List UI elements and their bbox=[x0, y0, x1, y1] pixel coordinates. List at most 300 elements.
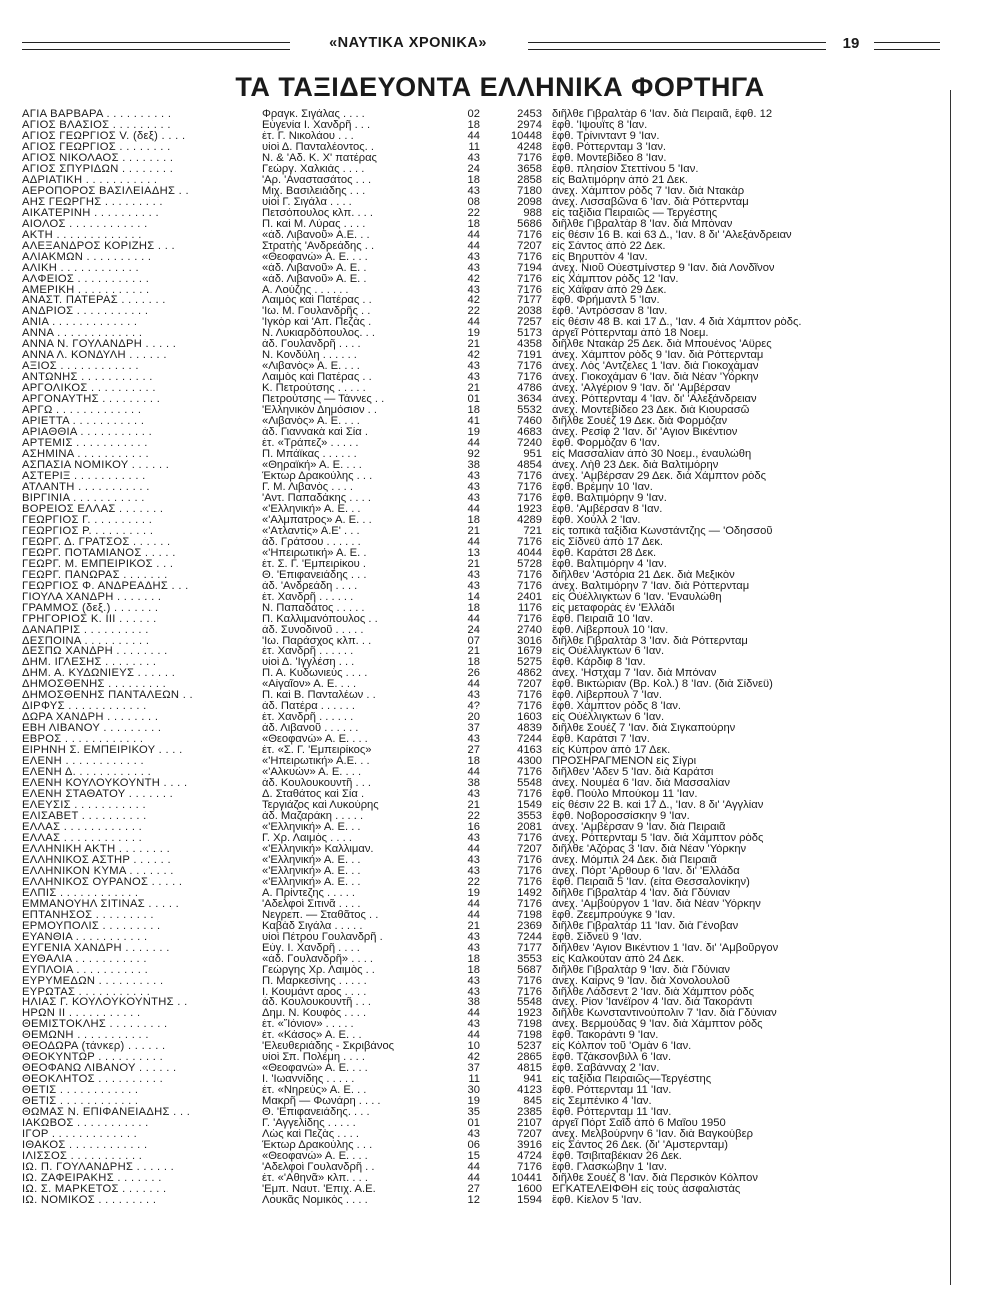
position-status: ἀνεχ. 'Αλγέριον 9 'Ιαν. δι' 'Αμβέρσαν bbox=[552, 383, 731, 395]
ship-name: ΕΛΕΝΗ Δ. . . . . . . . . . . . bbox=[22, 767, 152, 779]
ship-row bbox=[22, 230, 942, 241]
year-code: 43 bbox=[467, 690, 480, 702]
ship-row bbox=[22, 328, 942, 339]
owner-name: «ἀδ. Λιβανοῦ» Α.Ε. . . bbox=[262, 229, 370, 241]
tonnage: 7257 bbox=[517, 317, 542, 329]
ship-name: ΑΓΙΟΣ ΣΠΥΡΙΔΩΝ . . . . . . . . bbox=[22, 163, 174, 175]
tonnage: 1492 bbox=[517, 887, 542, 899]
year-code: 30 bbox=[467, 1085, 480, 1097]
position-status: ἀνεχ. Ρεσίφ 2 'Ιαν. δι' 'Αγιον Βικέντιον bbox=[552, 427, 738, 439]
header-rule-left bbox=[22, 42, 290, 50]
year-code: 43 bbox=[467, 185, 480, 197]
year-code: 43 bbox=[467, 372, 480, 384]
owner-name: Έκτωρ Δρακούλης . . . bbox=[262, 1140, 373, 1152]
ship-row bbox=[22, 164, 942, 175]
owner-name: υἱοὶ Σπ. Πολέμη . . . . bbox=[262, 1052, 365, 1064]
tonnage: 7176 bbox=[517, 361, 542, 373]
tonnage: 1923 bbox=[517, 503, 542, 515]
owner-name: «ἀδ. Γουλανδρῆ» . . . . bbox=[262, 953, 374, 965]
ship-row bbox=[22, 339, 942, 350]
tonnage: 1603 bbox=[517, 712, 542, 724]
position-status: ἔφθ. Ρόττερνταμ 3 'Ιαν. bbox=[552, 141, 667, 153]
owner-name: «ἀδ. Λιβανοῦ» Α. Ε. . bbox=[262, 262, 367, 274]
ship-name: ΓΕΩΡΓ. ΠΑΝΩΡΑΣ . . . . . . . bbox=[22, 569, 168, 581]
tonnage: 2385 bbox=[517, 1107, 542, 1119]
ship-name: ΑΛΕΞΑΝΔΡΟΣ ΚΟΡΙΖΗΣ . . . bbox=[22, 240, 175, 252]
position-status: εἰς Βηρυττὸν 4 'Ιαν. bbox=[552, 251, 648, 263]
year-code: 18 bbox=[467, 174, 480, 186]
tonnage: 2740 bbox=[517, 624, 542, 636]
ship-row bbox=[22, 745, 942, 756]
year-code: 07 bbox=[467, 635, 480, 647]
year-code: 42 bbox=[467, 273, 480, 285]
position-status: ΠΡΟΣΗΡΑΓΜΕΝΟΝ εἰς Σίγρι bbox=[552, 756, 697, 768]
owner-name: Μιχ. Βασιλειάδης . . . bbox=[262, 185, 366, 197]
page-title: ΤΑ ΤΑΞΙΔΕΥΟΝΤΑ ΕΛΛΗΝΙΚΑ ΦΟΡΤΗΓΑ bbox=[235, 72, 765, 102]
owner-name: Καβὰδ Σιγάλα . . . . . bbox=[262, 920, 363, 932]
owner-name: Ν. & 'Αδ. Κ. Χ' πατέρας bbox=[262, 152, 377, 164]
ship-row bbox=[22, 515, 942, 526]
ship-row bbox=[22, 175, 942, 186]
position-status: εἰς Οὐέλλιγκτων 6 'Ιαν. 'Εναυλώθη bbox=[552, 591, 722, 603]
owner-name: Π. καὶ Β. Πανταλέων . . bbox=[262, 690, 376, 702]
owner-name: ἐτ. «'Αθηνᾶ» κλπ. . . . bbox=[262, 1172, 368, 1184]
ship-row bbox=[22, 844, 942, 855]
year-code: 21 bbox=[467, 646, 480, 658]
year-code: 44 bbox=[467, 130, 480, 142]
ship-row bbox=[22, 1041, 942, 1052]
position-status: εἰς ταξίδια Πειραιῶς — Τεργέστης bbox=[552, 207, 718, 219]
position-status: ἔφθ. Ρόττερνταμ 11 'Ιαν. bbox=[552, 1085, 672, 1097]
tonnage: 2038 bbox=[517, 306, 542, 318]
position-status: διῆλθε Γιβραλτὰρ 8 'Ιαν. διὰ Μπόναν bbox=[552, 218, 733, 230]
ship-name: ΑΤΛΑΝΤΗ . . . . . . . . . . . bbox=[22, 481, 150, 493]
position-status: ἀνεχ. Χάμπτον ρὸδς 7 'Ιαν. διὰ Ντακὰρ bbox=[552, 185, 745, 197]
ship-name: ΑΡΤΕΜΙΣ . . . . . . . . . . . bbox=[22, 438, 148, 450]
ship-name: ΓΙΟΥΛΑ ΧΑΝΔΡΗ . . . . . . . bbox=[22, 591, 162, 603]
position-status: ἀνεχ. Βαλτιμόρην 7 'Ιαν. διὰ Ρόττερνταμ bbox=[552, 580, 750, 592]
ship-name: ΕΥΡΥΜΕΔΩΝ . . . . . . . . . . bbox=[22, 975, 164, 987]
tonnage: 7176 bbox=[517, 273, 542, 285]
ship-row bbox=[22, 592, 942, 603]
tonnage: 7176 bbox=[517, 251, 542, 263]
ship-name: ΕΡΜΟΥΠΟΛΙΣ . . . . . . . . . bbox=[22, 920, 161, 932]
ship-name: ΑΛΦΕΙΟΣ . . . . . . . . . . . bbox=[22, 273, 150, 285]
year-code: 43 bbox=[467, 284, 480, 296]
year-code: 10 bbox=[467, 1041, 480, 1053]
owner-name: Π. καὶ Μ. Λύρας . . . . bbox=[262, 218, 366, 230]
ship-row bbox=[22, 1085, 942, 1096]
ship-name: ΕΙΡΗΝΗ Σ. ΕΜΠΕΙΡΙΚΟΥ . . . . bbox=[22, 745, 183, 757]
tonnage: 2865 bbox=[517, 1052, 542, 1064]
tonnage: 2107 bbox=[517, 1118, 542, 1130]
owner-name: «Θεοφανώ» Α. Ε. . . . bbox=[262, 1063, 368, 1075]
year-code: 43 bbox=[467, 481, 480, 493]
ship-row bbox=[22, 526, 942, 537]
tonnage: 7176 bbox=[517, 284, 542, 296]
ship-row bbox=[22, 438, 942, 449]
position-status: διῆλθε Γιβραλτὰρ 9 'Ιαν. διὰ Γδύνιαν bbox=[552, 964, 731, 976]
ship-row bbox=[22, 274, 942, 285]
year-code: 27 bbox=[467, 1183, 480, 1195]
position-status: ἀνεχ. 'Αμβέρσαν 29 Δεκ. διὰ Χάμπτον ρὸδς bbox=[552, 470, 767, 482]
ship-row bbox=[22, 1030, 942, 1041]
position-status: διῆλθε Γιβραλτὰρ 6 'Ιαν. διὰ Πειραιᾶ, ἔφθ. 12 bbox=[552, 109, 773, 120]
ship-name: ΑΡΓΩ . . . . . . . . . . . . . bbox=[22, 405, 142, 417]
ship-name: ΑΓΙΟΣ ΓΕΩΡΓΙΟΣ . . . . . . . . bbox=[22, 141, 171, 153]
ship-name: ΘΕΤΙΣ . . . . . . . . . . . . bbox=[22, 1096, 139, 1108]
ship-name: ΕΛΛΗΝΙΚΟΣ ΟΥΡΑΝΟΣ . . . . . bbox=[22, 876, 183, 888]
owner-name: «'Ελληνική» Καλλιμαν. bbox=[262, 843, 374, 855]
position-status: ἔφθ. Πειραιᾶ 5 'Ιαν. (εἶτα Θεσσαλονίκην) bbox=[552, 876, 750, 888]
ship-row bbox=[22, 921, 942, 932]
year-code: 18 bbox=[467, 514, 480, 526]
ship-row bbox=[22, 668, 942, 679]
ship-name: ΑΝΤΩΝΗΣ . . . . . . . . . . . bbox=[22, 372, 153, 384]
ship-row bbox=[22, 1063, 942, 1074]
tonnage: 5275 bbox=[517, 657, 542, 669]
ship-name: ΑΡΙΑΘΘΙΑ . . . . . . . . . . . bbox=[22, 427, 152, 439]
position-status: ἔφθ. Καράτσι 28 Δεκ. bbox=[552, 547, 657, 559]
year-code: 38 bbox=[467, 778, 480, 790]
ship-row bbox=[22, 219, 942, 230]
position-status: εἰς Μασσαλίαν ἀπὸ 30 Νοεμ., ἐναυλώθη bbox=[552, 449, 752, 461]
position-status: διῆλθε Κωνσταντινούπολιν 7 'Ιαν. διὰ Γδύνιαν bbox=[552, 1008, 777, 1020]
owner-name: Ν. Παπαδάτος . . . . . bbox=[262, 602, 365, 614]
ship-name: ΑΓΙΟΣ ΝΙΚΟΛΑΟΣ . . . . . . . . bbox=[22, 152, 174, 164]
ship-name: ΔΕΣΠΩ ΧΑΝΔΡΗ . . . . . . . . bbox=[22, 646, 168, 658]
year-code: 92 bbox=[467, 449, 480, 461]
tonnage: 7176 bbox=[517, 492, 542, 504]
tonnage: 7176 bbox=[517, 229, 542, 241]
year-code: 35 bbox=[467, 1107, 480, 1119]
ship-row bbox=[22, 416, 942, 427]
position-status: ἔφθ. Χοὺλλ 2 'Ιαν. bbox=[552, 514, 641, 526]
year-code: 44 bbox=[467, 1162, 480, 1173]
header-rule-middle bbox=[528, 42, 826, 50]
year-code: 42 bbox=[467, 350, 480, 362]
position-status: εἰς τοπικὰ ταξίδια Κωνστάντζης — 'Οδησσοῦ bbox=[552, 525, 773, 537]
owner-name: Λουκᾶς Νομικὸς . . . . bbox=[262, 1194, 368, 1206]
tonnage: 5687 bbox=[517, 964, 542, 976]
position-status: διῆλθεν 'Αδεν 5 'Ιαν. διὰ Καράτσι bbox=[552, 767, 714, 779]
ship-name: ΕΛΛΑΣ . . . . . . . . . . . . bbox=[22, 832, 143, 844]
position-status: ἔφθ. Σίδνεϋ 9 'Ιαν. bbox=[552, 931, 642, 943]
tonnage: 7460 bbox=[517, 416, 542, 428]
year-code: 44 bbox=[467, 317, 480, 329]
position-status: εἰς Καλκούταν ἀπὸ 24 Δεκ. bbox=[552, 953, 685, 965]
tonnage: 7198 bbox=[517, 909, 542, 921]
owner-name: ἐτ. Γ. Νικολάου . . . bbox=[262, 130, 354, 142]
tonnage: 7176 bbox=[517, 690, 542, 702]
ship-row bbox=[22, 405, 942, 416]
tonnage: 3916 bbox=[517, 1140, 542, 1152]
tonnage: 7176 bbox=[517, 536, 542, 548]
ship-name: ΘΕΟΚΛΗΤΟΣ . . . . . . . . . . bbox=[22, 1074, 163, 1086]
position-status: ἔφθ. Σαβάνναχ 2 'Ιαν. bbox=[552, 1063, 660, 1075]
ship-row bbox=[22, 306, 942, 317]
owner-name: ἀδ. Κουλουκουντῆ . . . bbox=[262, 778, 372, 790]
year-code: 4? bbox=[467, 701, 480, 713]
year-code: 44 bbox=[467, 1008, 480, 1020]
ship-row bbox=[22, 350, 942, 361]
owner-name: υἱοὶ Δ. 'Ιγγλέση . . . bbox=[262, 657, 355, 669]
ship-name: ΕΛΕΝΗ . . . . . . . . . . . . bbox=[22, 756, 144, 768]
ship-row bbox=[22, 208, 942, 219]
page-number: 19 bbox=[842, 35, 860, 52]
tonnage: 2369 bbox=[517, 920, 542, 932]
ship-row bbox=[22, 811, 942, 822]
tonnage: 7207 bbox=[517, 679, 542, 691]
ship-row bbox=[22, 712, 942, 723]
ship-name: ΕΥΡΩΤΑΣ . . . . . . . . . . . bbox=[22, 986, 151, 998]
owner-name: 'Αρ. 'Αναστασάτος . . . bbox=[262, 174, 372, 186]
ship-row bbox=[22, 1129, 942, 1140]
owner-name: «Θεοφανώ» Α. Ε. . . . bbox=[262, 1151, 368, 1163]
position-status: διῆλθε Λάδσεντ 2 'Ιαν. διὰ Χάμπτον ρὸδς bbox=[552, 986, 755, 998]
tonnage: 7180 bbox=[517, 185, 542, 197]
year-code: 01 bbox=[467, 1118, 480, 1130]
position-status: διῆλθεν 'Αστόρια 21 Δεκ. διὰ Μεξικὸν bbox=[552, 569, 735, 581]
position-status: ἀνεχ. Βερμούδας 9 'Ιαν. διὰ Χάμπτον ρὸδς bbox=[552, 1019, 763, 1031]
year-code: 37 bbox=[467, 1063, 480, 1075]
year-code: 43 bbox=[467, 251, 480, 263]
position-status: ἔφθ. Ρόττερνταμ 11 'Ιαν. bbox=[552, 1107, 672, 1119]
ship-row bbox=[22, 778, 942, 789]
year-code: 19 bbox=[467, 1096, 480, 1108]
position-status: ἔφθ. Χάμπτον ρὸδς 8 'Ιαν. bbox=[552, 701, 682, 713]
ship-row bbox=[22, 537, 942, 548]
ship-row bbox=[22, 372, 942, 383]
owner-name: Θ. 'Επιφανειάδης. . . . bbox=[262, 1107, 370, 1119]
owner-name: Ι. 'Ιωαννίδης . . . . . bbox=[262, 1074, 355, 1086]
owner-name: Γεώργης Χρ. Λαιμὸς . . bbox=[262, 964, 375, 976]
owner-name: ἀδ. Γιαννακὰ καὶ Σία . bbox=[262, 427, 368, 439]
ship-row bbox=[22, 120, 942, 131]
year-code: 43 bbox=[467, 569, 480, 581]
ship-name: ΘΕΜΩΝΗ . . . . . . . . . . . bbox=[22, 1030, 149, 1042]
ship-name: ΑΗΣ ΓΕΩΡΓΗΣ . . . . . . . . . bbox=[22, 196, 163, 208]
year-code: 43 bbox=[467, 580, 480, 592]
owner-name: ἀδ. Πατέρα . . . . . . bbox=[262, 701, 355, 713]
year-code: 18 bbox=[467, 953, 480, 965]
ship-name: ΓΕΩΡΓΙΟΣ Ρ. . . . . . . . . . bbox=[22, 525, 154, 537]
ship-name: ΑΙΚΑΤΕΡΙΝΗ . . . . . . . . . . bbox=[22, 207, 159, 219]
ship-name: ΑΣΗΜΙΝΑ . . . . . . . . . . . bbox=[22, 449, 149, 461]
ship-row bbox=[22, 800, 942, 811]
position-status: εἰς Κόλπον τοῦ 'Ομὰν 6 'Ιαν. bbox=[552, 1041, 692, 1053]
year-code: 21 bbox=[467, 339, 480, 351]
position-status: εἰς Χάμπτον ρὸδς 12 'Ιαν. bbox=[552, 273, 679, 285]
tonnage: 7207 bbox=[517, 1129, 542, 1141]
ship-name: ΙΓΟΡ . . . . . . . . . . . . . bbox=[22, 1129, 138, 1141]
ship-name: ΘΕΟΚΥΝΤΩΡ . . . . . . . . . . bbox=[22, 1052, 163, 1064]
tonnage: 5237 bbox=[517, 1041, 542, 1053]
position-status: ἔφθ. Πούλο Μπούκομ 11 'Ιαν. bbox=[552, 789, 698, 801]
year-code: 38 bbox=[467, 460, 480, 471]
ship-row bbox=[22, 910, 942, 921]
position-status: ἀνεχ. Χάμπτον ρὸδς 9 'Ιαν. διὰ Ρόττερνταμ bbox=[552, 350, 764, 362]
year-code: 22 bbox=[467, 876, 480, 888]
ship-name: ΑΡΓΟΝΑΥΤΗΣ . . . . . . . . . bbox=[22, 394, 161, 406]
ship-name: ΑΛΙΑΚΜΩΝ . . . . . . . . . . bbox=[22, 251, 152, 263]
tonnage: 3553 bbox=[517, 811, 542, 822]
ship-name: ΙΘΑΚΟΣ . . . . . . . . . . . . bbox=[22, 1140, 148, 1152]
tonnage: 2453 bbox=[517, 109, 542, 120]
ship-row bbox=[22, 581, 942, 592]
year-code: 21 bbox=[467, 920, 480, 932]
year-code: 24 bbox=[467, 163, 480, 175]
ship-row bbox=[22, 855, 942, 866]
ship-row bbox=[22, 965, 942, 976]
tonnage: 7176 bbox=[517, 470, 542, 482]
ship-row bbox=[22, 603, 942, 614]
position-status: εἰς Σάντος ἀπὸ 22 Δεκ. bbox=[552, 240, 666, 252]
owner-name: Θ. 'Επιφανειάδης . . . bbox=[262, 569, 367, 581]
year-code: 44 bbox=[467, 613, 480, 625]
ship-name: ΙΩ. ΖΑΦΕΙΡΑΚΗΣ . . . . . . . bbox=[22, 1172, 162, 1184]
position-status: ἔφθ. Βαλτιμόρην 4 'Ιαν. bbox=[552, 558, 667, 570]
tonnage: 10441 bbox=[510, 1172, 542, 1184]
owner-name: «'Ελληνική» Α. Ε. . . bbox=[262, 865, 361, 877]
owner-name: Εὐγ. Ι. Χανδρῆ . . . . bbox=[262, 942, 360, 954]
year-code: 19 bbox=[467, 427, 480, 439]
owner-name: Εὐγενία Ι. Χανδρῆ . . . bbox=[262, 119, 371, 131]
ship-row bbox=[22, 954, 942, 965]
ship-row bbox=[22, 493, 942, 504]
tonnage: 4724 bbox=[517, 1151, 542, 1163]
position-status: ΕΓΚΑΤΕΛΕΙΦΘΗ εἰς τοὺς ἀσφαλιστὰς bbox=[552, 1183, 741, 1195]
year-code: 13 bbox=[467, 547, 480, 559]
year-code: 43 bbox=[467, 1129, 480, 1141]
position-status: ἀνεχ. Γιοκοχάμαν 6 'Ιαν. διὰ Νέαν 'Υόρκην bbox=[552, 372, 759, 384]
ship-name: ΕΛΛΗΝΙΚΗ ΑΚΤΗ . . . . . . . . bbox=[22, 843, 170, 855]
year-code: 43 bbox=[467, 262, 480, 274]
position-status: ἀνεχ. 'Αμβέρσαν 9 'Ιαν. διὰ Πειραιᾶ bbox=[552, 821, 726, 833]
year-code: 43 bbox=[467, 470, 480, 482]
position-status: ἔφθ. Γλασκώβην 1 'Ιαν. bbox=[552, 1162, 667, 1173]
tonnage: 7207 bbox=[517, 843, 542, 855]
year-code: 38 bbox=[467, 997, 480, 1009]
owner-name: «'Αλμπατρος» Α. Ε. . . bbox=[262, 514, 372, 526]
ship-row bbox=[22, 657, 942, 668]
ship-row bbox=[22, 460, 942, 471]
owner-name: «Θεοφανώ» Α. Ε. . . . bbox=[262, 251, 368, 263]
owner-name: Γεώργ. Χαλκιάς . . . . bbox=[262, 163, 365, 175]
ship-row bbox=[22, 833, 942, 844]
owner-name: Στρατὴς 'Ανδρεάδης . . bbox=[262, 240, 375, 252]
tonnage: 7177 bbox=[517, 295, 542, 307]
ship-name: ΑΡΓΟΛΙΚΟΣ . . . . . . . . . . bbox=[22, 383, 156, 395]
owner-name: «'Αλκυών» Α. Ε. . . . bbox=[262, 767, 362, 779]
ship-name: ΑΓΙΟΣ ΒΛΑΣΙΟΣ . . . . . . . . . bbox=[22, 119, 171, 131]
owner-name: ἐτ. Χανδρῆ . . . . . . bbox=[262, 646, 354, 658]
position-status: εἰς Κύπρον ἀπὸ 17 Δεκ. bbox=[552, 745, 671, 757]
position-status: ἔφθ. Πειραιᾶ 10 'Ιαν. bbox=[552, 613, 654, 625]
year-code: 21 bbox=[467, 525, 480, 537]
year-code: 42 bbox=[467, 295, 480, 307]
ship-name: ΗΡΩΝ ΙΙ . . . . . . . . . . . bbox=[22, 1008, 141, 1020]
ship-row bbox=[22, 285, 942, 296]
position-status: διῆλθε Ντακὰρ 25 Δεκ. διὰ Μπουένος 'Αϋρες bbox=[552, 339, 772, 351]
position-status: ἔφθ. Τρίνινταντ 9 'Ιαν. bbox=[552, 130, 660, 142]
ship-name: ΕΠΤΑΝΗΣΟΣ . . . . . . . . . bbox=[22, 909, 154, 921]
ship-row bbox=[22, 427, 942, 438]
position-status: ἔφθ. Βαλτιμόρην 9 'Ιαν. bbox=[552, 492, 667, 504]
year-code: 22 bbox=[467, 306, 480, 318]
position-status: διῆλθε Σουέζ 8 'Ιαν. διὰ Περσικὸν Κόλπον bbox=[552, 1172, 758, 1184]
year-code: 02 bbox=[467, 109, 480, 120]
position-status: ἀργεῖ Πόρτ Σαΐδ ἀπὸ 6 Μαΐου 1950 bbox=[552, 1118, 726, 1130]
tonnage: 7176 bbox=[517, 876, 542, 888]
ship-row bbox=[22, 625, 942, 636]
owner-name: Π. Μαρκεσίνης . . . . . bbox=[262, 975, 367, 987]
year-code: 43 bbox=[467, 1019, 480, 1031]
ship-row bbox=[22, 789, 942, 800]
tonnage: 2081 bbox=[517, 821, 542, 833]
owner-name: Α. Πρίντεζης . . . . . bbox=[262, 887, 356, 899]
tonnage: 988 bbox=[523, 207, 542, 219]
tonnage: 1923 bbox=[517, 1008, 542, 1020]
position-status: ἀνεχ. 'Ηστχαμ 7 'Ιαν. διὰ Μπόναν bbox=[552, 668, 717, 680]
year-code: 19 bbox=[467, 887, 480, 899]
owner-name: 'Αδελφοὶ Γουλανδρῆ . . bbox=[262, 1162, 375, 1173]
owner-name: «'Ατλαντίς» Α.Ε' . . . bbox=[262, 525, 360, 537]
ship-row bbox=[22, 932, 942, 943]
owner-name: Τεργιάζος καὶ Λυκούρης bbox=[262, 800, 379, 812]
year-code: 27 bbox=[467, 745, 480, 757]
position-status: ἔφθ. Φρήμαντλ 5 'Ιαν. bbox=[552, 295, 660, 307]
position-status: ἔφθ. 'Αμβέρσαν 8 'Ιαν. bbox=[552, 503, 663, 515]
position-status: εἰς θέσιν 48 Β. καὶ 17 Δ., 'Ιαν. 4 διὰ Χάμπτον ρὸδς. bbox=[552, 317, 802, 329]
tonnage: 7176 bbox=[517, 975, 542, 987]
ship-name: ΘΕΜΙΣΤΟΚΛΗΣ . . . . . . . . . bbox=[22, 1019, 168, 1031]
position-status: εἰς Οὐέλλιγκτων 6 'Ιαν. bbox=[552, 712, 665, 724]
position-status: διῆλθε 'Αζόρας 3 'Ιαν. διὰ Νέαν 'Υόρκην bbox=[552, 843, 747, 855]
position-status: ἔφθ. Λίβερπουλ 10 'Ιαν. bbox=[552, 624, 669, 636]
owner-name: Λαιμὸς καὶ Πατέρας . . bbox=[262, 372, 372, 384]
ship-row bbox=[22, 987, 942, 998]
ship-name: ΔΑΝΑΠΡΙΣ . . . . . . . . . . bbox=[22, 624, 149, 636]
ship-row bbox=[22, 1118, 942, 1129]
owner-name: ἀδ. Λιβανοῦ . . . . . . bbox=[262, 723, 359, 735]
position-status: ἔφθ. Νοβοροσσίσκην 9 'Ιαν. bbox=[552, 811, 690, 822]
tonnage: 7198 bbox=[517, 1019, 542, 1031]
ship-name: ΑΡΙΕΤΤΑ . . . . . . . . . . . bbox=[22, 416, 145, 428]
position-status: εἰς Βαλτιμόρην ἀπὸ 21 Δεκ. bbox=[552, 174, 688, 186]
owner-name: «'Ελληνική» Α. Ε. . . bbox=[262, 876, 361, 888]
tonnage: 2858 bbox=[517, 174, 542, 186]
ship-name: ΘΩΜΑΣ Ν. ΕΠΙΦΑΝΕΙΑΔΗΣ . . . bbox=[22, 1107, 191, 1119]
year-code: 11 bbox=[468, 141, 480, 153]
year-code: 44 bbox=[467, 536, 480, 548]
ship-row bbox=[22, 701, 942, 712]
tonnage: 7244 bbox=[517, 734, 542, 746]
year-code: 41 bbox=[467, 416, 480, 428]
position-status: ἀνεχ. 'Αμβούργον 1 'Ιαν. διὰ Νέαν 'Υόρκην bbox=[552, 898, 761, 910]
tonnage: 2974 bbox=[517, 119, 542, 131]
tonnage: 4300 bbox=[517, 756, 542, 768]
year-code: 42 bbox=[467, 1052, 480, 1064]
year-code: 19 bbox=[467, 328, 480, 340]
ship-name: ΙΩ. ΝΟΜΙΚΟΣ . . . . . . . . . bbox=[22, 1194, 157, 1206]
ship-row bbox=[22, 723, 942, 734]
ship-name: ΔΗΜ. Α. ΚΥΔΩΝΙΕΥΣ . . . . . . bbox=[22, 668, 176, 680]
ship-row bbox=[22, 449, 942, 460]
year-code: 44 bbox=[467, 767, 480, 779]
tonnage: 845 bbox=[523, 1096, 542, 1108]
owner-name: Δημ. Ν. Κουφὸς . . . . bbox=[262, 1008, 367, 1020]
